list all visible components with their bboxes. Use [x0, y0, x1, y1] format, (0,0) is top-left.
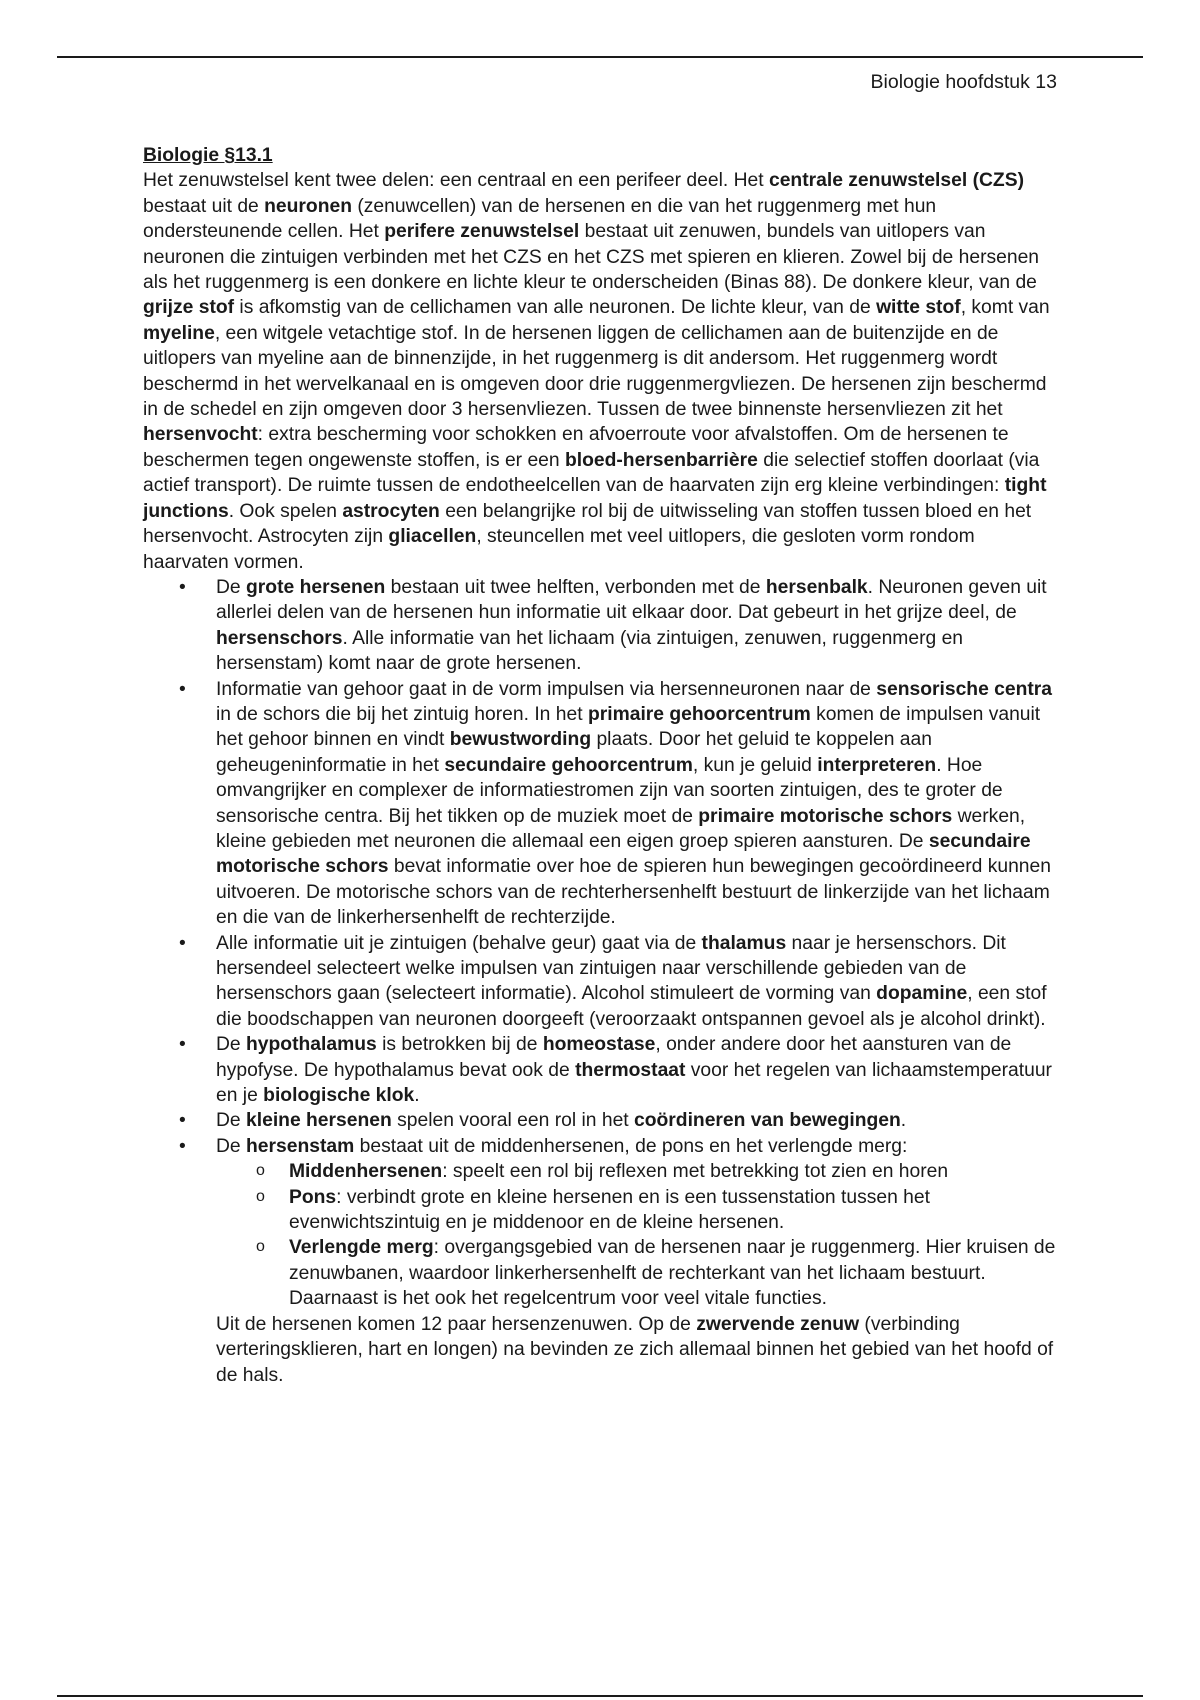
text-run: Alle informatie uit je zintuigen (behalve geur) gaat via de: [216, 932, 702, 954]
text-run: . Hoe omvangrijker en complexer de informatiestromen zijn van soorten zintuigen, des te groter de sensorische centra. Bij het tikken op de muziek moet de: [216, 754, 1003, 827]
text-run: is betrokken bij de: [376, 1034, 543, 1056]
bold-term: secundaire gehoorcentrum: [444, 754, 693, 776]
bold-term: coördineren van bewegingen: [634, 1110, 901, 1132]
bold-term: primaire gehoorcentrum: [587, 703, 811, 725]
section-title: Biologie §13.1: [143, 145, 273, 166]
text-run: : speelt een rol bij reflexen met betrekking tot zien en horen: [442, 1161, 949, 1183]
bold-term: hersenstam: [246, 1135, 355, 1157]
bold-term: grote hersenen: [246, 576, 386, 598]
bold-term: centrale zenuwstelsel (CZS): [768, 170, 1024, 192]
text-run: , een stof die boodschappen van neuronen doorgeeft (veroorzaakt ontspannen gevoel als je alcohol drinkt).: [216, 983, 1047, 1030]
text-run: bestaat uit zenuwen, bundels van uitlopers van neuronen die zintuigen verbinden met het CZS en het CZS met spieren en klieren. Zowel bij de hersenen als het ruggenmerg is een donkere en lichte kleur te onderscheiden (Binas 88). De donkere kleur, van de: [143, 221, 1040, 294]
text-run: . Neuronen geven uit allerlei delen van de hersenen hun informatie uit elkaar door. Dat gebeurt in het grijze deel, de: [216, 576, 1047, 624]
bold-term: Pons: [289, 1186, 337, 1208]
list-item-text: [216, 1136, 907, 1157]
bold-term: bewustwording: [449, 729, 592, 751]
text-run: De: [216, 576, 247, 598]
bold-term: perifere zenuwstelsel: [384, 221, 580, 243]
text-run: Informatie van gehoor gaat in de vorm impulsen via hersenneuronen naar de: [216, 678, 877, 700]
bold-term: interpreteren: [817, 754, 937, 776]
text-run: : overgangsgebied van de hersenen naar je ruggenmerg. Hier kruisen de zenuwbanen, waardoor linkerhersenhelft de rechterkant van het lichaam bestuurt. Daarnaast is het ook het regelcentrum voor veel vitale functies.: [289, 1237, 1056, 1310]
text-run: bestaan uit twee helften, verbonden met de: [385, 576, 766, 598]
text-run: , kun je geluid: [692, 754, 818, 776]
text-run: Het zenuwstelsel kent twee delen: een centraal en een perifeer deel. Het: [143, 170, 769, 192]
bold-term: secundaire motorische schors: [216, 830, 1031, 878]
text-run: (verbinding verteringsklieren, hart en longen) na bevinden ze zich allemaal binnen het gebied van het hoofd of de hals.: [216, 1313, 1054, 1386]
text-run: bestaat uit de: [143, 195, 265, 217]
bold-term: witte stof: [876, 297, 961, 319]
text-run: plaats. Door het geluid te koppelen aan geheugeninformatie in het: [216, 729, 932, 776]
sub-list-item: [289, 1185, 1063, 1236]
sub-list-item: [289, 1159, 1063, 1184]
bold-term: primaire motorische schors: [698, 805, 953, 827]
bold-term: myeline: [143, 322, 215, 344]
text-run: , onder andere door het aansturen van de hypofyse. De hypothalamus bevat ook de: [216, 1034, 1012, 1081]
text-run: die selectief stoffen doorlaat (via actief transport). De ruimte tussen de endotheelcellen van de haarvaten zijn erg kleine verbindingen:: [143, 449, 1040, 497]
text-run: De: [216, 1110, 247, 1132]
running-header: Biologie hoofdstuk 13: [870, 71, 1057, 93]
sub-list-item: [289, 1235, 1063, 1311]
text-run: werken, kleine gebieden met neuronen die allemaal een eigen groep spieren aansturen. De: [216, 805, 1026, 852]
footer-rule: [57, 1695, 1143, 1697]
text-run: komen de impulsen vanuit het gehoor binnen en vindt: [216, 703, 1041, 751]
text-run: is afkomstig van de cellichamen van alle neuronen. De lichte kleur, van de: [234, 297, 877, 319]
text-run: Uit de hersenen komen 12 paar hersenzenuwen. Op de: [216, 1313, 697, 1335]
bold-term: grijze stof: [143, 297, 235, 319]
text-run: spelen vooral een rol in het: [391, 1110, 635, 1132]
list-item: [216, 931, 1063, 1033]
text-run: voor het regelen van lichaamstemperatuur en je: [216, 1059, 1052, 1107]
bullet-list: [143, 575, 1063, 1312]
text-run: in de schors die bij het zintuig horen. In het: [216, 703, 588, 725]
text-run: .: [900, 1110, 907, 1132]
list-item: [216, 575, 1063, 677]
closing-paragraph: [143, 1312, 1063, 1388]
list-item: [216, 1032, 1063, 1108]
bold-term: dopamine: [876, 983, 968, 1005]
bold-term: hersenbalk: [765, 576, 868, 598]
text-run: . Ook spelen: [228, 500, 343, 522]
bold-term: hersenschors: [216, 627, 343, 649]
sub-bullet-list: [216, 1159, 1063, 1311]
text-run: , komt van: [960, 297, 1050, 319]
bold-term: tight junctions: [143, 475, 1047, 522]
bold-term: hersenvocht: [143, 424, 258, 446]
list-item: [216, 1134, 1063, 1312]
bold-term: thermostaat: [575, 1059, 686, 1081]
bold-term: Middenhersenen: [289, 1161, 443, 1183]
list-item: [216, 677, 1063, 931]
bold-term: homeostase: [542, 1034, 656, 1056]
bold-term: astrocyten: [342, 500, 440, 522]
bold-term: thalamus: [701, 932, 787, 954]
text-run: bevat informatie over hoe de spieren hun bewegingen gecoördineerd kunnen uitvoeren. De motorische schors van de rechterhersenhelft bestuurt de linkerzijde van het lichaam en die van de linkerhersenhelft de rechterzijde.: [216, 856, 1051, 929]
text-run: : verbindt grote en kleine hersenen en is een tussenstation tussen het evenwichtszintuig en je middenoor en de kleine hersenen.: [289, 1186, 930, 1234]
header-rule: [57, 56, 1143, 58]
bold-term: Verlengde merg: [289, 1237, 434, 1259]
bold-term: sensorische centra: [876, 678, 1053, 700]
document-body: [143, 143, 1063, 1388]
intro-paragraph: [143, 168, 1063, 575]
list-item: [216, 1108, 1063, 1133]
text-run: bestaat uit de middenhersenen, de pons en het verlengde merg:: [354, 1135, 908, 1157]
bold-term: bloed-hersenbarrière: [564, 449, 758, 471]
bold-term: neuronen: [264, 195, 352, 217]
text-run: De: [216, 1034, 247, 1056]
bold-term: hypothalamus: [246, 1034, 377, 1056]
text-run: , een witgele vetachtige stof. In de hersenen liggen de cellichamen aan de buitenzijde en de uitlopers van myeline aan de binnenzijde, in het ruggenmerg is dit andersom. Het ruggenmerg wordt beschermd in het wervelkanaal en is omgeven door drie ruggenmergvliezen. De hersenen zijn beschermd in de schedel en zijn omgeven door 3 hersenvliezen. Tussen de twee binnenste hersenvliezen zit het: [143, 322, 1047, 421]
text-run: .: [414, 1085, 420, 1107]
bold-term: biologische klok: [263, 1085, 415, 1107]
text-run: naar je hersenschors. Dit hersendeel selecteert welke impulsen van zintuigen naar verschillende gebieden van de hersenschors gaan (selecteert informatie). Alcohol stimuleert de vorming van: [216, 932, 1006, 1005]
text-run: . Alle informatie van het lichaam (via zintuigen, zenuwen, ruggenmerg en hersenstam) komt naar de grote hersenen.: [216, 627, 964, 675]
text-run: , steuncellen met veel uitlopers, die gesloten vorm rondom haarvaten vormen.: [143, 526, 975, 573]
bold-term: zwervende zenuw: [696, 1313, 860, 1335]
text-run: (zenuwcellen) van de hersenen en die van het ruggenmerg met hun ondersteunende cellen. Het: [143, 195, 937, 243]
text-run: : extra bescherming voor schokken en afvoerroute voor afvalstoffen. Om de hersenen te beschermen tegen ongewenste stoffen, is er een: [143, 424, 1009, 471]
text-run: De: [216, 1135, 247, 1157]
bold-term: gliacellen: [388, 526, 477, 548]
text-run: een belangrijke rol bij de uitwisseling van stoffen tussen bloed en het hersenvocht. Astrocyten zijn: [143, 500, 1032, 548]
bold-term: kleine hersenen: [246, 1110, 392, 1132]
